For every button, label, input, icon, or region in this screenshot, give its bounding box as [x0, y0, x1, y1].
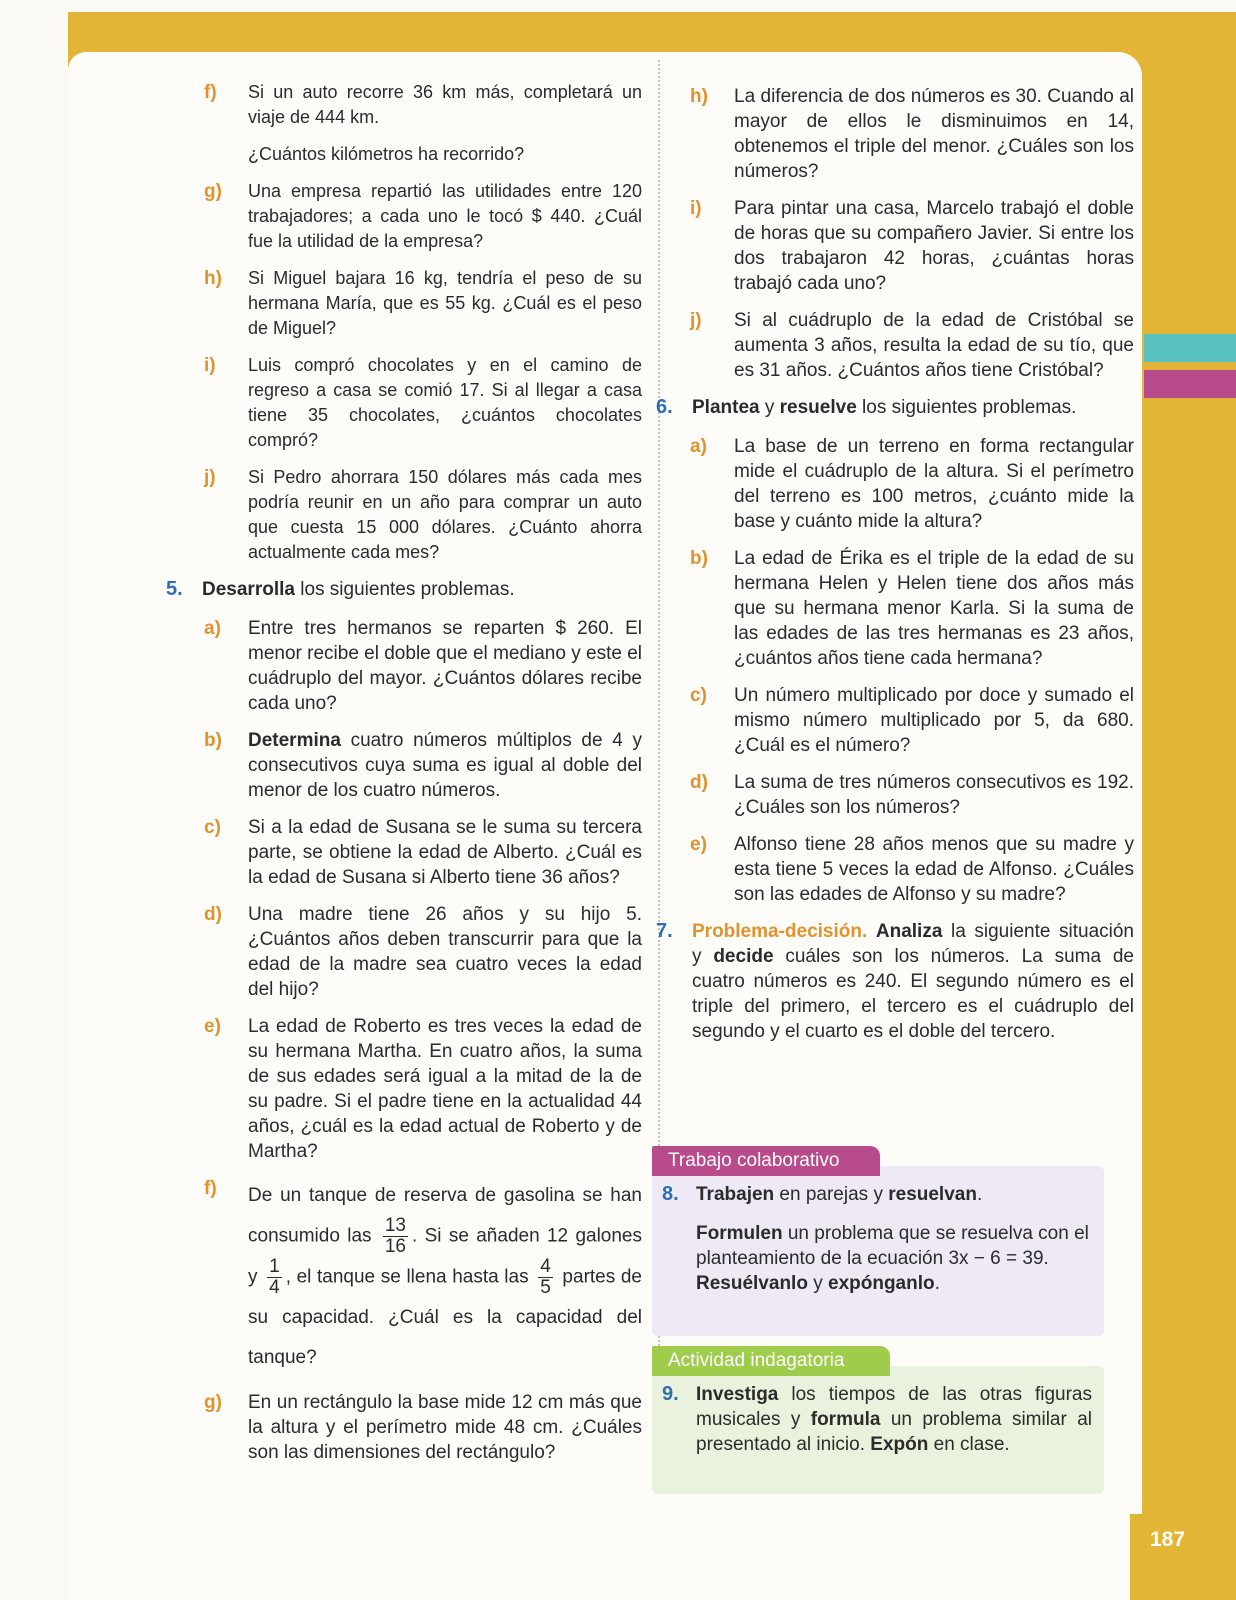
problem-6a — [690, 434, 1134, 534]
item-letter: e) — [204, 1016, 221, 1037]
fraction-1-4 — [267, 1257, 282, 1298]
section-verb: resuelvan — [888, 1184, 977, 1205]
item-text: Luis compró chocolates y en el camino de regreso a casa se comió 17. Si al llegar a casa tiene 35 chocolates, ¿cuántos chocolates compró? — [248, 355, 642, 450]
item-text: Entre tres hermanos se reparten $ 260. El menor recibe el doble que el mediano y este el cuádruplo del mayor. ¿Cuántos dólares recibe cada uno? — [248, 618, 642, 714]
section-7 — [656, 919, 1134, 1044]
item-text: La diferencia de dos números es 30. Cuando al mayor de ellos le disminuimos en 14, obtenemos el triple del menor. ¿Cuáles son los números? — [734, 86, 1134, 182]
item-text: Si al cuádruplo de la edad de Cristóbal se aumenta 3 años, resulta la edad de su tío, que es 31 años. ¿Cuántos años tiene Cristóbal? — [734, 310, 1134, 381]
item-text: Si Miguel bajara 16 kg, tendría el peso de su hermana María, que es 55 kg. ¿Cuál es el peso de Miguel? — [248, 268, 642, 338]
problem-5g — [204, 1390, 642, 1465]
section-8 — [662, 1182, 1092, 1207]
problem-6c — [690, 683, 1134, 758]
decision-label: Problema-decisión. — [692, 921, 868, 942]
pink-tab — [1144, 370, 1236, 398]
section-text: cuáles son los números. La suma de cuatro números es 240. El segundo número es el triple del primero, el tercero es el cuádruplo del segundo y el cuarto es el doble del tercero. — [692, 946, 1135, 1042]
section-text: los siguientes problemas. — [856, 397, 1077, 418]
item-text: La edad de Érika es el triple de la edad de su hermana Helen y Helen tiene dos años más que su hermana menor Karla. Si la suma de las edades de las tres hermanas es 23 años, ¿cuántos años tiene cada hermana? — [734, 548, 1134, 669]
section-text: . — [976, 1184, 983, 1205]
item-letter: j) — [690, 310, 702, 331]
section-text: un problema que se resuelva con el planteamiento de la ecuación 3x − 6 = 39. — [696, 1223, 1089, 1269]
item-letter: b) — [204, 730, 222, 751]
problem-5b — [204, 728, 642, 803]
section-text: la siguiente situación y — [692, 921, 1135, 967]
item-text: Alfonso tiene 28 años menos que su madre y esta tiene 5 veces la edad de Alfonso. ¿Cuáles son las edades de Alfonso y su madre? — [734, 834, 1134, 905]
item-text: Una empresa repartió las utilidades entre 120 trabajadores; a cada uno le tocó $ 440. ¿Cuál fue la utilidad de la empresa? — [248, 181, 642, 251]
fraction-numerator: 13 — [384, 1215, 406, 1236]
item-letter: d) — [690, 772, 708, 793]
section-5-heading — [166, 577, 642, 602]
item-text: La base de un terreno en forma rectangular mide el cuádruplo de la altura. Si el perímetro del terreno es 100 metros, ¿cuánto mide la base y cuánto mide la altura? — [734, 436, 1134, 532]
item-letter: c) — [690, 685, 707, 706]
right-column — [656, 84, 1135, 1058]
problem-4i — [204, 353, 642, 453]
item-text: Si un auto recorre 36 km más, completará un viaje de 444 km. — [248, 82, 642, 127]
problem-4j-right — [690, 308, 1134, 383]
item-text: Si Pedro ahorrara 150 dólares más cada mes podría reunir en un año para comprar un auto que cuesta 15 000 dólares. ¿Cuánto ahorra actualmente cada mes? — [248, 467, 642, 562]
item-text: , el tanque se llena hasta las — [285, 1266, 529, 1288]
item-letter: f) — [204, 1178, 217, 1199]
section-verb: Plantea — [692, 397, 760, 418]
problem-5a — [204, 616, 642, 716]
section-verb: Expón — [870, 1434, 929, 1455]
section-verb: Trabajen — [696, 1184, 775, 1205]
item-letter: i) — [204, 355, 216, 376]
page-number: 187 — [1130, 1514, 1236, 1600]
section-number: 8. — [662, 1183, 679, 1205]
section-8-task — [662, 1221, 1092, 1296]
item-text: Una madre tiene 26 años y su hijo 5. ¿Cuántos años deben transcurrir para que la edad de la madre sea cuatro veces la edad del hijo? — [248, 904, 642, 1000]
item-letter: j) — [204, 467, 216, 488]
fraction-numerator: 4 — [540, 1256, 551, 1277]
problem-5c — [204, 815, 642, 890]
item-letter: e) — [690, 834, 707, 855]
problem-5f — [204, 1176, 642, 1378]
section-verb: Investiga — [696, 1384, 779, 1405]
section-number: 9. — [662, 1383, 679, 1405]
item-text: Si a la edad de Susana se le suma su tercera parte, se obtiene la edad de Alberto. ¿Cuál es la edad de Susana si Alberto tiene 36 años? — [248, 817, 642, 888]
teal-tab — [1144, 334, 1236, 362]
fraction-denominator: 5 — [540, 1277, 551, 1298]
section-verb: Resuélvanlo — [696, 1273, 808, 1294]
problem-4i-right — [690, 196, 1134, 296]
fraction-denominator: 16 — [384, 1236, 406, 1257]
problem-6b — [690, 546, 1134, 671]
collaborative-work-tag: Trabajo colaborativo — [652, 1146, 880, 1176]
item-letter: i) — [690, 198, 702, 219]
item-text: Un número multiplicado por doce y sumado el mismo número multiplicado por 5, da 680. ¿Cuál es el número? — [734, 685, 1134, 756]
problem-6e — [690, 832, 1134, 907]
item-text: En un rectángulo la base mide 12 cm más que la altura y el perímetro mide 48 cm. ¿Cuáles son las dimensiones del rectángulo? — [248, 1392, 642, 1463]
problem-5e — [204, 1014, 642, 1164]
item-letter: g) — [204, 181, 222, 202]
section-text: y — [759, 397, 780, 418]
item-text: . Si se añaden 12 galones y — [248, 1225, 643, 1288]
item-letter: a) — [204, 618, 221, 639]
item-text: Para pintar una casa, Marcelo trabajó el doble de horas que su compañero Javier. Si entre los dos trabajaron 42 horas, ¿cuántas horas trabajó cada uno? — [734, 198, 1134, 294]
item-text: La edad de Roberto es tres veces la edad de su hermana Martha. En cuatro años, la suma de sus edades será igual a la mitad de la de su padre. Si el padre tiene en la actualidad 44 años, ¿cuál es la edad actual de Roberto y de Martha? — [248, 1016, 642, 1162]
item-letter: h) — [204, 268, 222, 289]
problem-4f — [204, 80, 642, 130]
item-letter: c) — [204, 817, 221, 838]
section-6-heading — [656, 395, 1134, 420]
section-verb: decide — [713, 946, 774, 967]
inquiry-activity-box — [652, 1350, 1104, 1494]
fraction-denominator: 4 — [269, 1277, 280, 1298]
section-verb: Formulen — [696, 1223, 783, 1244]
section-text: los siguientes problemas. — [294, 579, 515, 600]
left-column — [166, 80, 642, 1477]
section-number: 5. — [166, 578, 183, 600]
item-letter: a) — [690, 436, 707, 457]
item-text: De un tanque de reserva de gasolina se han consumido las — [248, 1185, 642, 1247]
section-verb: resuelve — [779, 397, 857, 418]
section-text: los tiempos de las otras figuras musicales y — [696, 1384, 1092, 1430]
section-verb: formula — [810, 1409, 881, 1430]
problem-5d — [204, 902, 642, 1002]
problem-4h-right — [690, 84, 1134, 184]
item-text: cuatro números múltiplos de 4 y consecutivos cuya suma es igual al doble del menor de los cuatro números. — [248, 730, 642, 801]
section-text: y — [807, 1273, 828, 1294]
section-text: . — [934, 1273, 940, 1294]
item-verb: Determina — [248, 730, 341, 751]
problem-6d — [690, 770, 1134, 820]
section-text: en clase. — [928, 1434, 1010, 1455]
item-letter: h) — [690, 86, 708, 107]
problem-4h — [204, 266, 642, 341]
item-letter: g) — [204, 1392, 222, 1413]
item-letter: f) — [204, 82, 217, 103]
section-verb: Desarrolla — [202, 579, 295, 600]
fraction-13-16 — [383, 1216, 408, 1257]
section-verb: Analiza — [875, 921, 943, 942]
collaborative-work-box — [652, 1150, 1104, 1336]
item-letter: d) — [204, 904, 222, 925]
section-number: 6. — [656, 396, 673, 418]
fraction-numerator: 1 — [269, 1256, 280, 1277]
inquiry-activity-tag: Actividad indagatoria — [652, 1346, 890, 1376]
item-letter: b) — [690, 548, 708, 569]
section-text: un problema similar al presentado al inicio. — [696, 1409, 1092, 1455]
fraction-4-5 — [538, 1257, 553, 1298]
item-text: partes de su capacidad. ¿Cuál es la capacidad del tanque? — [248, 1266, 642, 1368]
section-number: 7. — [656, 920, 673, 942]
problem-4f-question: ¿Cuántos kilómetros ha recorrido? — [248, 144, 525, 164]
section-9 — [662, 1382, 1092, 1457]
problem-4j — [204, 465, 642, 565]
problem-4g — [204, 179, 642, 254]
item-text: La suma de tres números consecutivos es 192. ¿Cuáles son los números? — [734, 772, 1134, 818]
section-text: en parejas y — [774, 1184, 889, 1205]
section-verb: expónganlo — [828, 1273, 935, 1294]
